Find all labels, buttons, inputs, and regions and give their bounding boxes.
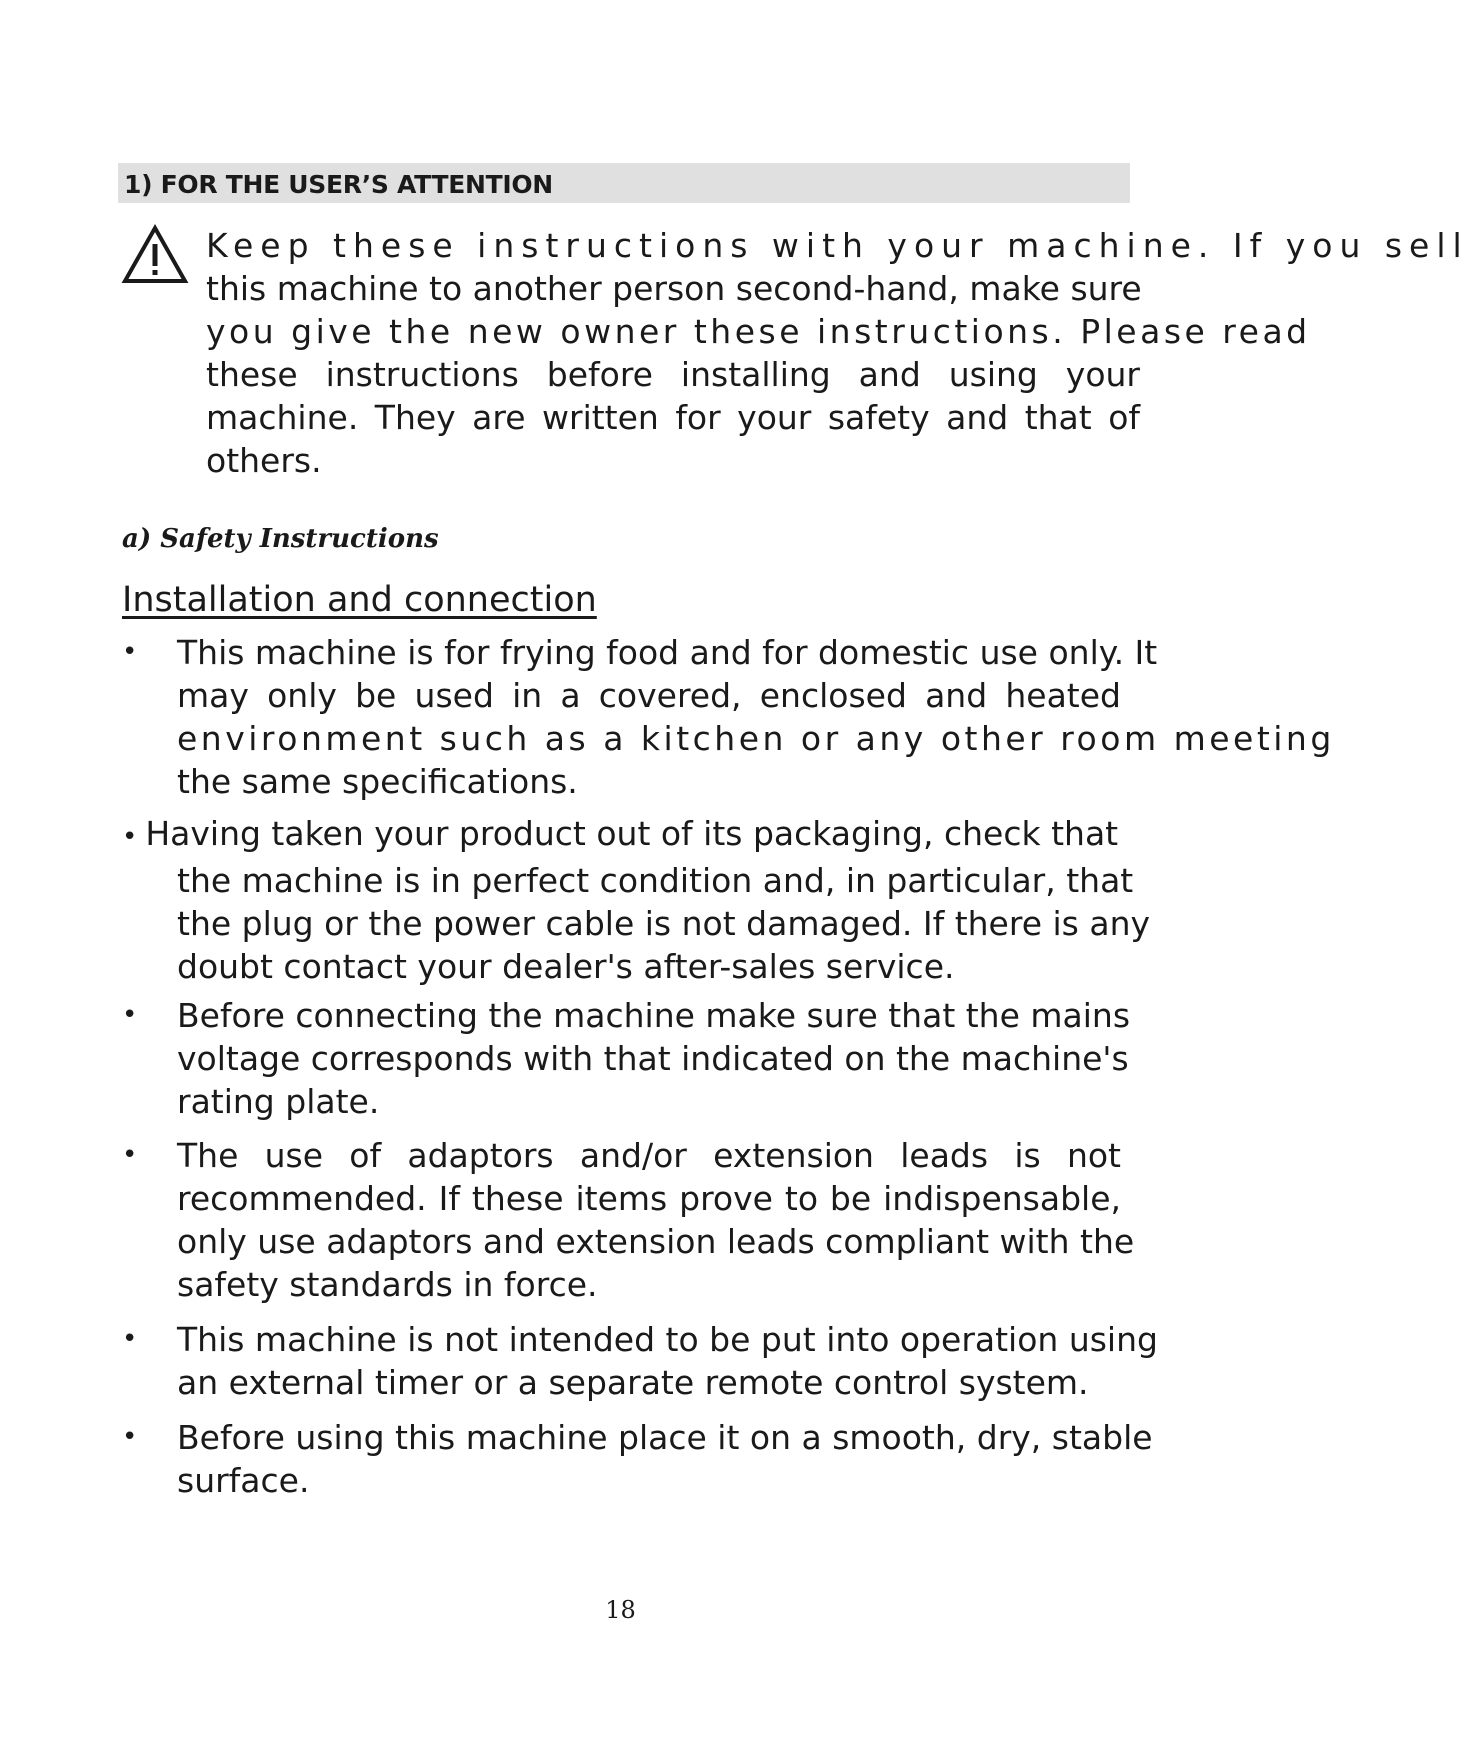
warning-line: you give the new owner these instructions. Please read — [206, 312, 1311, 351]
bullet-item — [122, 1318, 1241, 1404]
bullet-symbol: • — [122, 637, 138, 667]
subsection-title: a) Safety Instructions — [122, 524, 439, 554]
bullet-line: environment such as a kitchen or any other room meeting — [177, 719, 1335, 758]
section-header — [118, 163, 1130, 203]
bullet-item — [122, 1416, 1241, 1502]
bullet-item — [122, 631, 1335, 803]
bullet-item — [122, 1134, 1241, 1306]
warning-line: machine. They are written for your safety and that of — [206, 398, 1140, 437]
bullet-line: surface. — [177, 1461, 310, 1500]
bullet-line: only use adaptors and extension leads compliant with the — [177, 1222, 1135, 1261]
warning-line: Keep these instructions with your machine. If you sell — [206, 226, 1469, 265]
bullet-symbol: • — [122, 1422, 138, 1452]
bullet-line: voltage corresponds with that indicated on the machine's — [177, 1039, 1129, 1078]
bullet-line: may only be used in a covered, enclosed and heated — [177, 676, 1121, 715]
section-title: 1) FOR THE USER’S ATTENTION — [124, 170, 553, 199]
bullet-line: Having taken your product out of its packaging, check that — [145, 814, 1119, 853]
warning-paragraph — [206, 224, 1469, 482]
bullet-line: Before connecting the machine make sure that the mains — [177, 996, 1131, 1035]
bullet-line: The use of adaptors and/or extension leads is not — [177, 1136, 1121, 1175]
bullet-line: Before using this machine place it on a smooth, dry, stable — [177, 1418, 1153, 1457]
warning-line: others. — [206, 441, 322, 480]
bullet-item — [122, 812, 1151, 988]
bullet-line: rating plate. — [177, 1082, 380, 1121]
installation-heading: Installation and connection — [122, 580, 597, 620]
bullet-line: the same specifications. — [177, 762, 578, 801]
bullet-line: recommended. If these items prove to be indispensable, — [177, 1179, 1121, 1218]
warning-line: these instructions before installing and using your — [206, 355, 1140, 394]
bullet-line: an external timer or a separate remote control system. — [177, 1363, 1089, 1402]
bullet-symbol: • — [122, 1000, 138, 1030]
bullet-line: This machine is not intended to be put into operation using — [177, 1320, 1158, 1359]
bullet-symbol: • — [122, 1324, 138, 1354]
bullet-line: the plug or the power cable is not damaged. If there is any — [177, 904, 1151, 943]
bullet-symbol: • — [122, 822, 138, 852]
bullet-line: This machine is for frying food and for domestic use only. It — [177, 633, 1158, 672]
bullet-line: safety standards in force. — [177, 1265, 598, 1304]
page-number: 18 — [605, 1596, 636, 1624]
warning-triangle-icon — [122, 225, 188, 285]
bullet-item — [122, 994, 1241, 1123]
bullet-line: the machine is in perfect condition and, in particular, that — [177, 861, 1134, 900]
warning-line: this machine to another person second-hand, make sure — [206, 269, 1142, 308]
bullet-line: doubt contact your dealer's after-sales service. — [177, 947, 955, 986]
bullet-symbol: • — [122, 1140, 138, 1170]
